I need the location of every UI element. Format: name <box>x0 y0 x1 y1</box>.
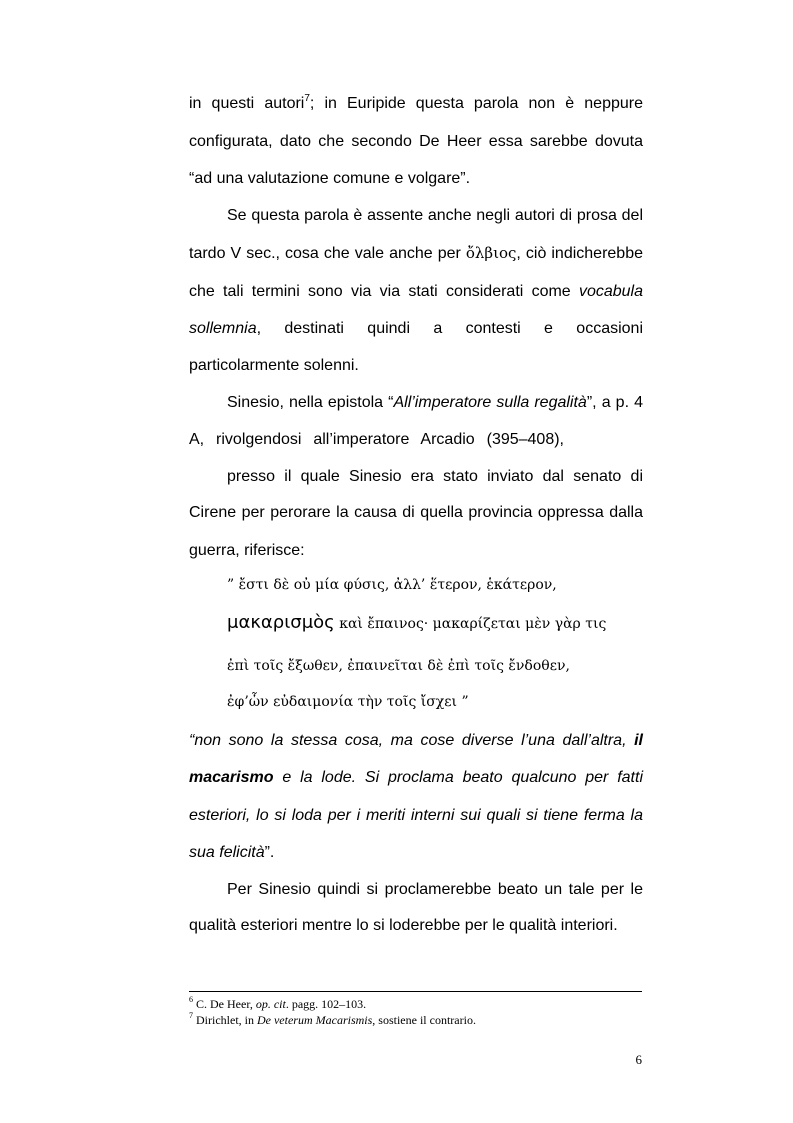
text-line <box>189 319 643 339</box>
text-line <box>189 94 643 114</box>
text-line: Se questa parola è assente anche negli autori di prosa del <box>227 207 643 224</box>
text-line <box>227 393 643 413</box>
text-span: ”, a p. 4 <box>586 394 644 411</box>
footnote-number: 7 <box>189 1011 193 1020</box>
text-span: ”. <box>264 844 275 861</box>
page-number: 6 <box>635 1052 642 1067</box>
italic-term: vocabula <box>578 283 643 300</box>
text-line: Cirene per perorare la causa di quella provincia oppressa dalla <box>189 504 643 521</box>
translation-line <box>189 731 643 751</box>
text-span: tardo V sec., cosa che vale anche per <box>189 245 466 262</box>
greek-keyword: μακαρισμὸς <box>227 612 335 633</box>
greek-quote-line <box>227 613 633 634</box>
translation-line <box>189 768 643 788</box>
footnote-number: 6 <box>189 995 193 1004</box>
text-span: in questi autori <box>189 95 305 112</box>
text-span: Sinesio, nella epistola “ <box>227 394 394 411</box>
text-line <box>189 282 643 302</box>
text-line: guerra, riferisce: <box>189 542 305 559</box>
text-span: sua felicità <box>189 844 265 861</box>
italic-title: All’imperatore sulla regalità <box>393 394 587 411</box>
footnote-ref: 7 <box>304 92 310 104</box>
text-span: ; in Euripide questa parola non è neppure <box>309 95 644 112</box>
text-span: C. De Heer, <box>193 997 256 1011</box>
text-span: . pagg. 102–103. <box>285 997 367 1011</box>
text-line: qualità esteriori mentre lo si loderebbe per le qualità interiori. <box>189 917 618 934</box>
text-span: Dirichlet, in <box>193 1013 257 1027</box>
footnote-divider <box>189 991 642 992</box>
text-line: particolarmente solenni. <box>189 357 359 374</box>
translation-line: esteriori, lo si loda per i meriti interni sui quali si tiene ferma la <box>189 807 643 824</box>
text-line: configurata, dato che secondo De Heer essa sarebbe dovuta <box>189 133 643 150</box>
text-span: e la lode. Si proclama beato qualcuno per fatti <box>273 769 643 786</box>
italic-term: op. cit <box>255 997 286 1011</box>
text-line: presso il quale Sinesio era stato inviato dal senato di <box>227 468 643 485</box>
translation-line <box>189 843 643 863</box>
text-line: Per Sinesio quindi si proclamerebbe beato un tale per le <box>227 881 643 898</box>
text-line: A, rivolgendosi all’imperatore Arcadio (395–408), <box>189 431 564 448</box>
text-span: “non sono la stessa cosa, ma cose diverse l’una dall’altra, <box>189 732 635 749</box>
text-span: , destinati quindi a contesti e occasioni <box>256 320 643 337</box>
bold-term: il <box>634 732 643 749</box>
italic-title: De veterum Macarismis <box>256 1013 373 1027</box>
greek-quote-line: ἐπὶ τοῖς ἔξωθεν, ἐπαινεῖται δὲ ἐπὶ τοῖς ἔνδοθεν, <box>227 658 570 674</box>
footnote-6 <box>189 997 366 1011</box>
footnote-7 <box>189 1013 476 1027</box>
greek-quote-line: ἐφ’ὧν εὐδαιμονία τὴν τοῖς ἴσχει ” <box>227 694 469 710</box>
greek-word: ὄλβιος <box>465 244 517 262</box>
text-span: che tali termini sono via via stati considerati come <box>189 283 579 300</box>
greek-quote-line: ” ἔστι δὲ οὐ μία φύσις, ἀλλ’ ἕτερον, ἑκάτερον, <box>227 577 557 593</box>
text-line: “ad una valutazione comune e volgare”. <box>189 170 471 187</box>
text-span: , ciò indicherebbe <box>516 245 643 262</box>
text-span: , sostiene il contrario. <box>372 1013 476 1027</box>
bold-term: macarismo <box>189 769 274 786</box>
italic-term: sollemnia <box>189 320 257 337</box>
greek-text: καὶ ἔπαινος· μακαρίζεται μὲν γὰρ τις <box>334 616 607 632</box>
text-line <box>189 243 643 264</box>
